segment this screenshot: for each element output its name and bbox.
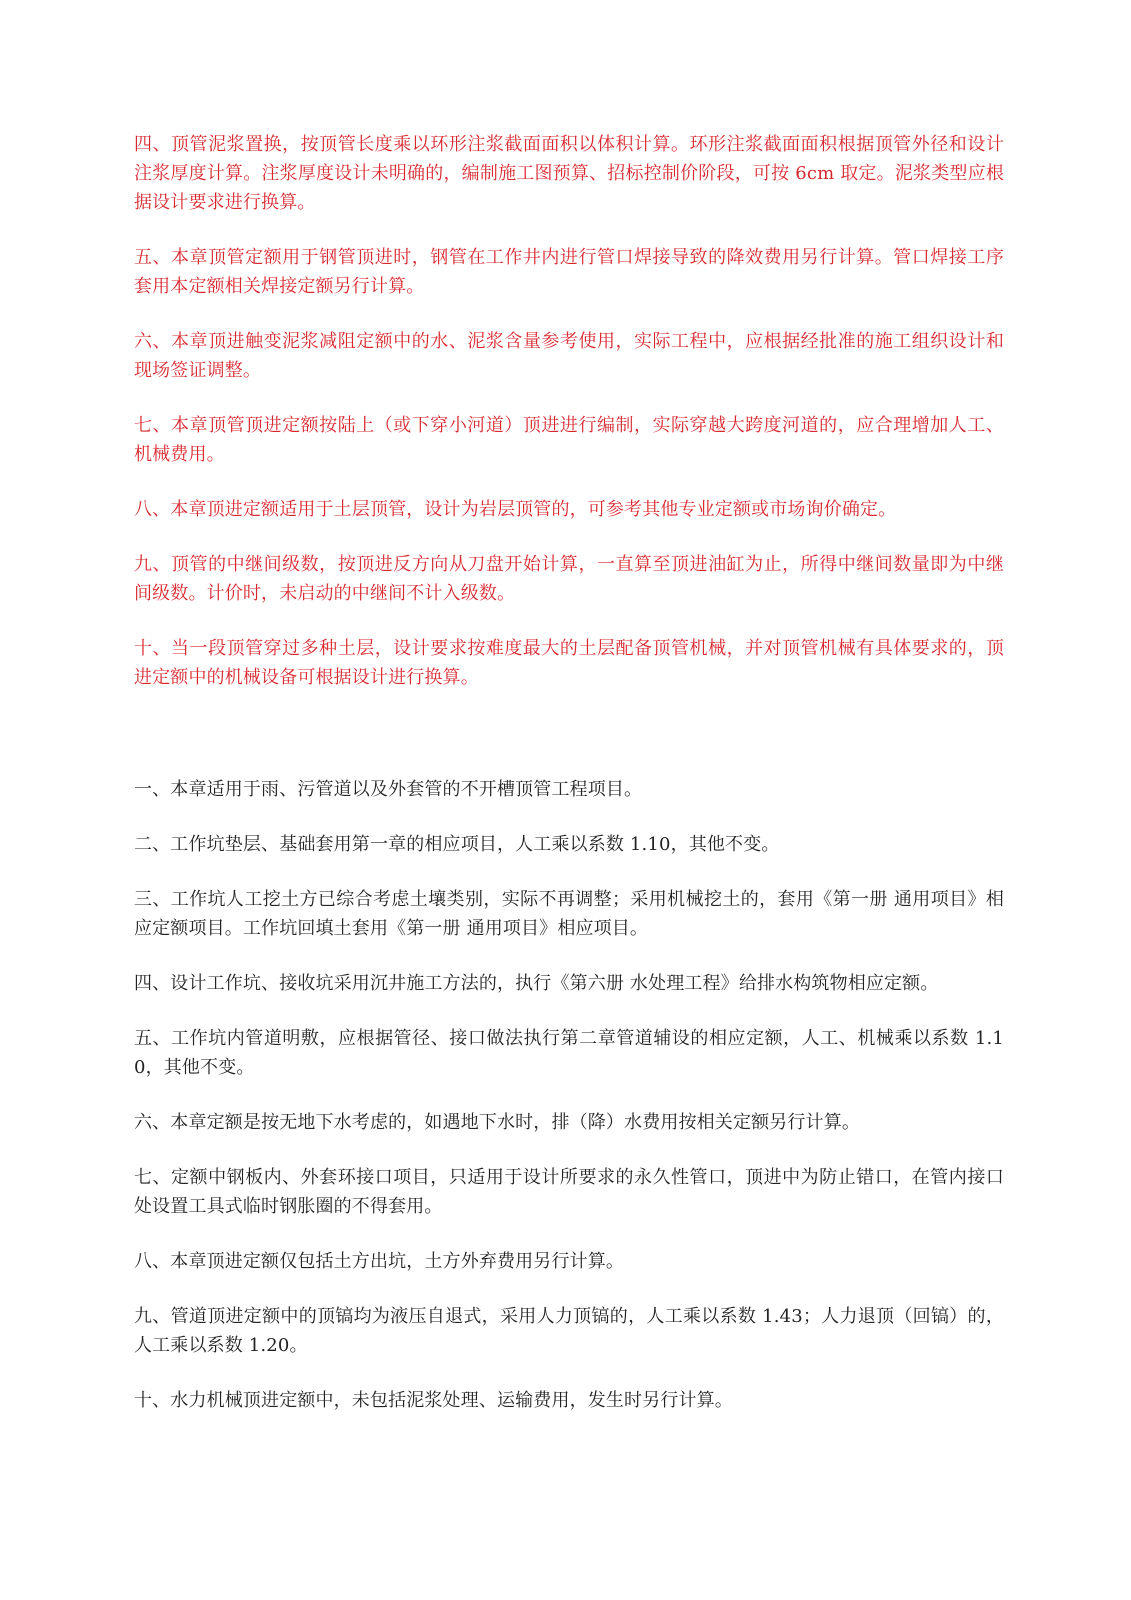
red-paragraph-9: 九、顶管的中继间级数，按顶进反方向从刀盘开始计算，一直算至顶进油缸为止，所得中继间数量即为中继间级数。计价时，未启动的中继间不计入级数。 xyxy=(134,554,1004,604)
black-paragraph-4: 四、设计工作坑、接收坑采用沉井施工方法的，执行《第六册 水处理工程》给排水构筑物相应定额。 xyxy=(134,973,939,994)
black-paragraph-10: 十、水力机械顶进定额中，未包括泥浆处理、运输费用，发生时另行计算。 xyxy=(134,1390,733,1411)
red-notes-section xyxy=(134,130,1004,718)
black-paragraph-9: 九、管道顶进定额中的顶镐均为液压自退式，采用人力顶镐的，人工乘以系数 1.43；人力退顶（回镐）的，人工乘以系数 1.20。 xyxy=(134,1306,1004,1356)
black-paragraph-6: 六、本章定额是按无地下水考虑的，如遇地下水时，排（降）水费用按相关定额另行计算。 xyxy=(134,1112,860,1133)
black-paragraph-2: 二、工作坑垫层、基础套用第一章的相应项目，人工乘以系数 1.10，其他不变。 xyxy=(134,834,780,855)
black-paragraph-8: 八、本章顶进定额仅包括土方出坑，土方外弃费用另行计算。 xyxy=(134,1251,625,1272)
black-paragraph-5: 五、工作坑内管道明敷，应根据管径、接口做法执行第二章管道辅设的相应定额，人工、机械乘以系数 1.10，其他不变。 xyxy=(134,1028,1004,1078)
red-paragraph-5: 五、本章顶管定额用于钢管顶进时，钢管在工作井内进行管口焊接导致的降效费用另行计算。管口焊接工序套用本定额相关焊接定额另行计算。 xyxy=(134,247,1004,297)
red-paragraph-10: 十、当一段顶管穿过多种土层，设计要求按难度最大的土层配备顶管机械，并对顶管机械有具体要求的，顶进定额中的机械设备可根据设计进行换算。 xyxy=(134,638,1004,688)
black-paragraph-1: 一、本章适用于雨、污管道以及外套管的不开槽顶管工程项目。 xyxy=(134,779,643,800)
red-paragraph-7: 七、本章顶管顶进定额按陆上（或下穿小河道）顶进进行编制，实际穿越大跨度河道的，应合理增加人工、机械费用。 xyxy=(134,415,1004,465)
black-paragraph-3: 三、工作坑人工挖土方已综合考虑土壤类别，实际不再调整；采用机械挖土的，套用《第一册 通用项目》相应定额项目。工作坑回填土套用《第一册 通用项目》相应项目。 xyxy=(134,889,1004,939)
red-paragraph-8: 八、本章顶进定额适用于土层顶管，设计为岩层顶管的，可参考其他专业定额或市场询价确定。 xyxy=(134,499,897,520)
black-paragraph-7: 七、定额中钢板内、外套环接口项目，只适用于设计所要求的永久性管口，顶进中为防止错口，在管内接口处设置工具式临时钢胀圈的不得套用。 xyxy=(134,1167,1004,1217)
black-notes-section xyxy=(134,775,1004,1441)
red-paragraph-4: 四、顶管泥浆置换，按顶管长度乘以环形注浆截面面积以体积计算。环形注浆截面面积根据顶管外径和设计注浆厚度计算。注浆厚度设计未明确的，编制施工图预算、招标控制价阶段，可按 6cm 取定。泥浆类型应根据设计要求进行换算。 xyxy=(134,134,1004,213)
red-paragraph-6: 六、本章顶进触变泥浆减阻定额中的水、泥浆含量参考使用，实际工程中，应根据经批准的施工组织设计和现场签证调整。 xyxy=(134,331,1004,381)
